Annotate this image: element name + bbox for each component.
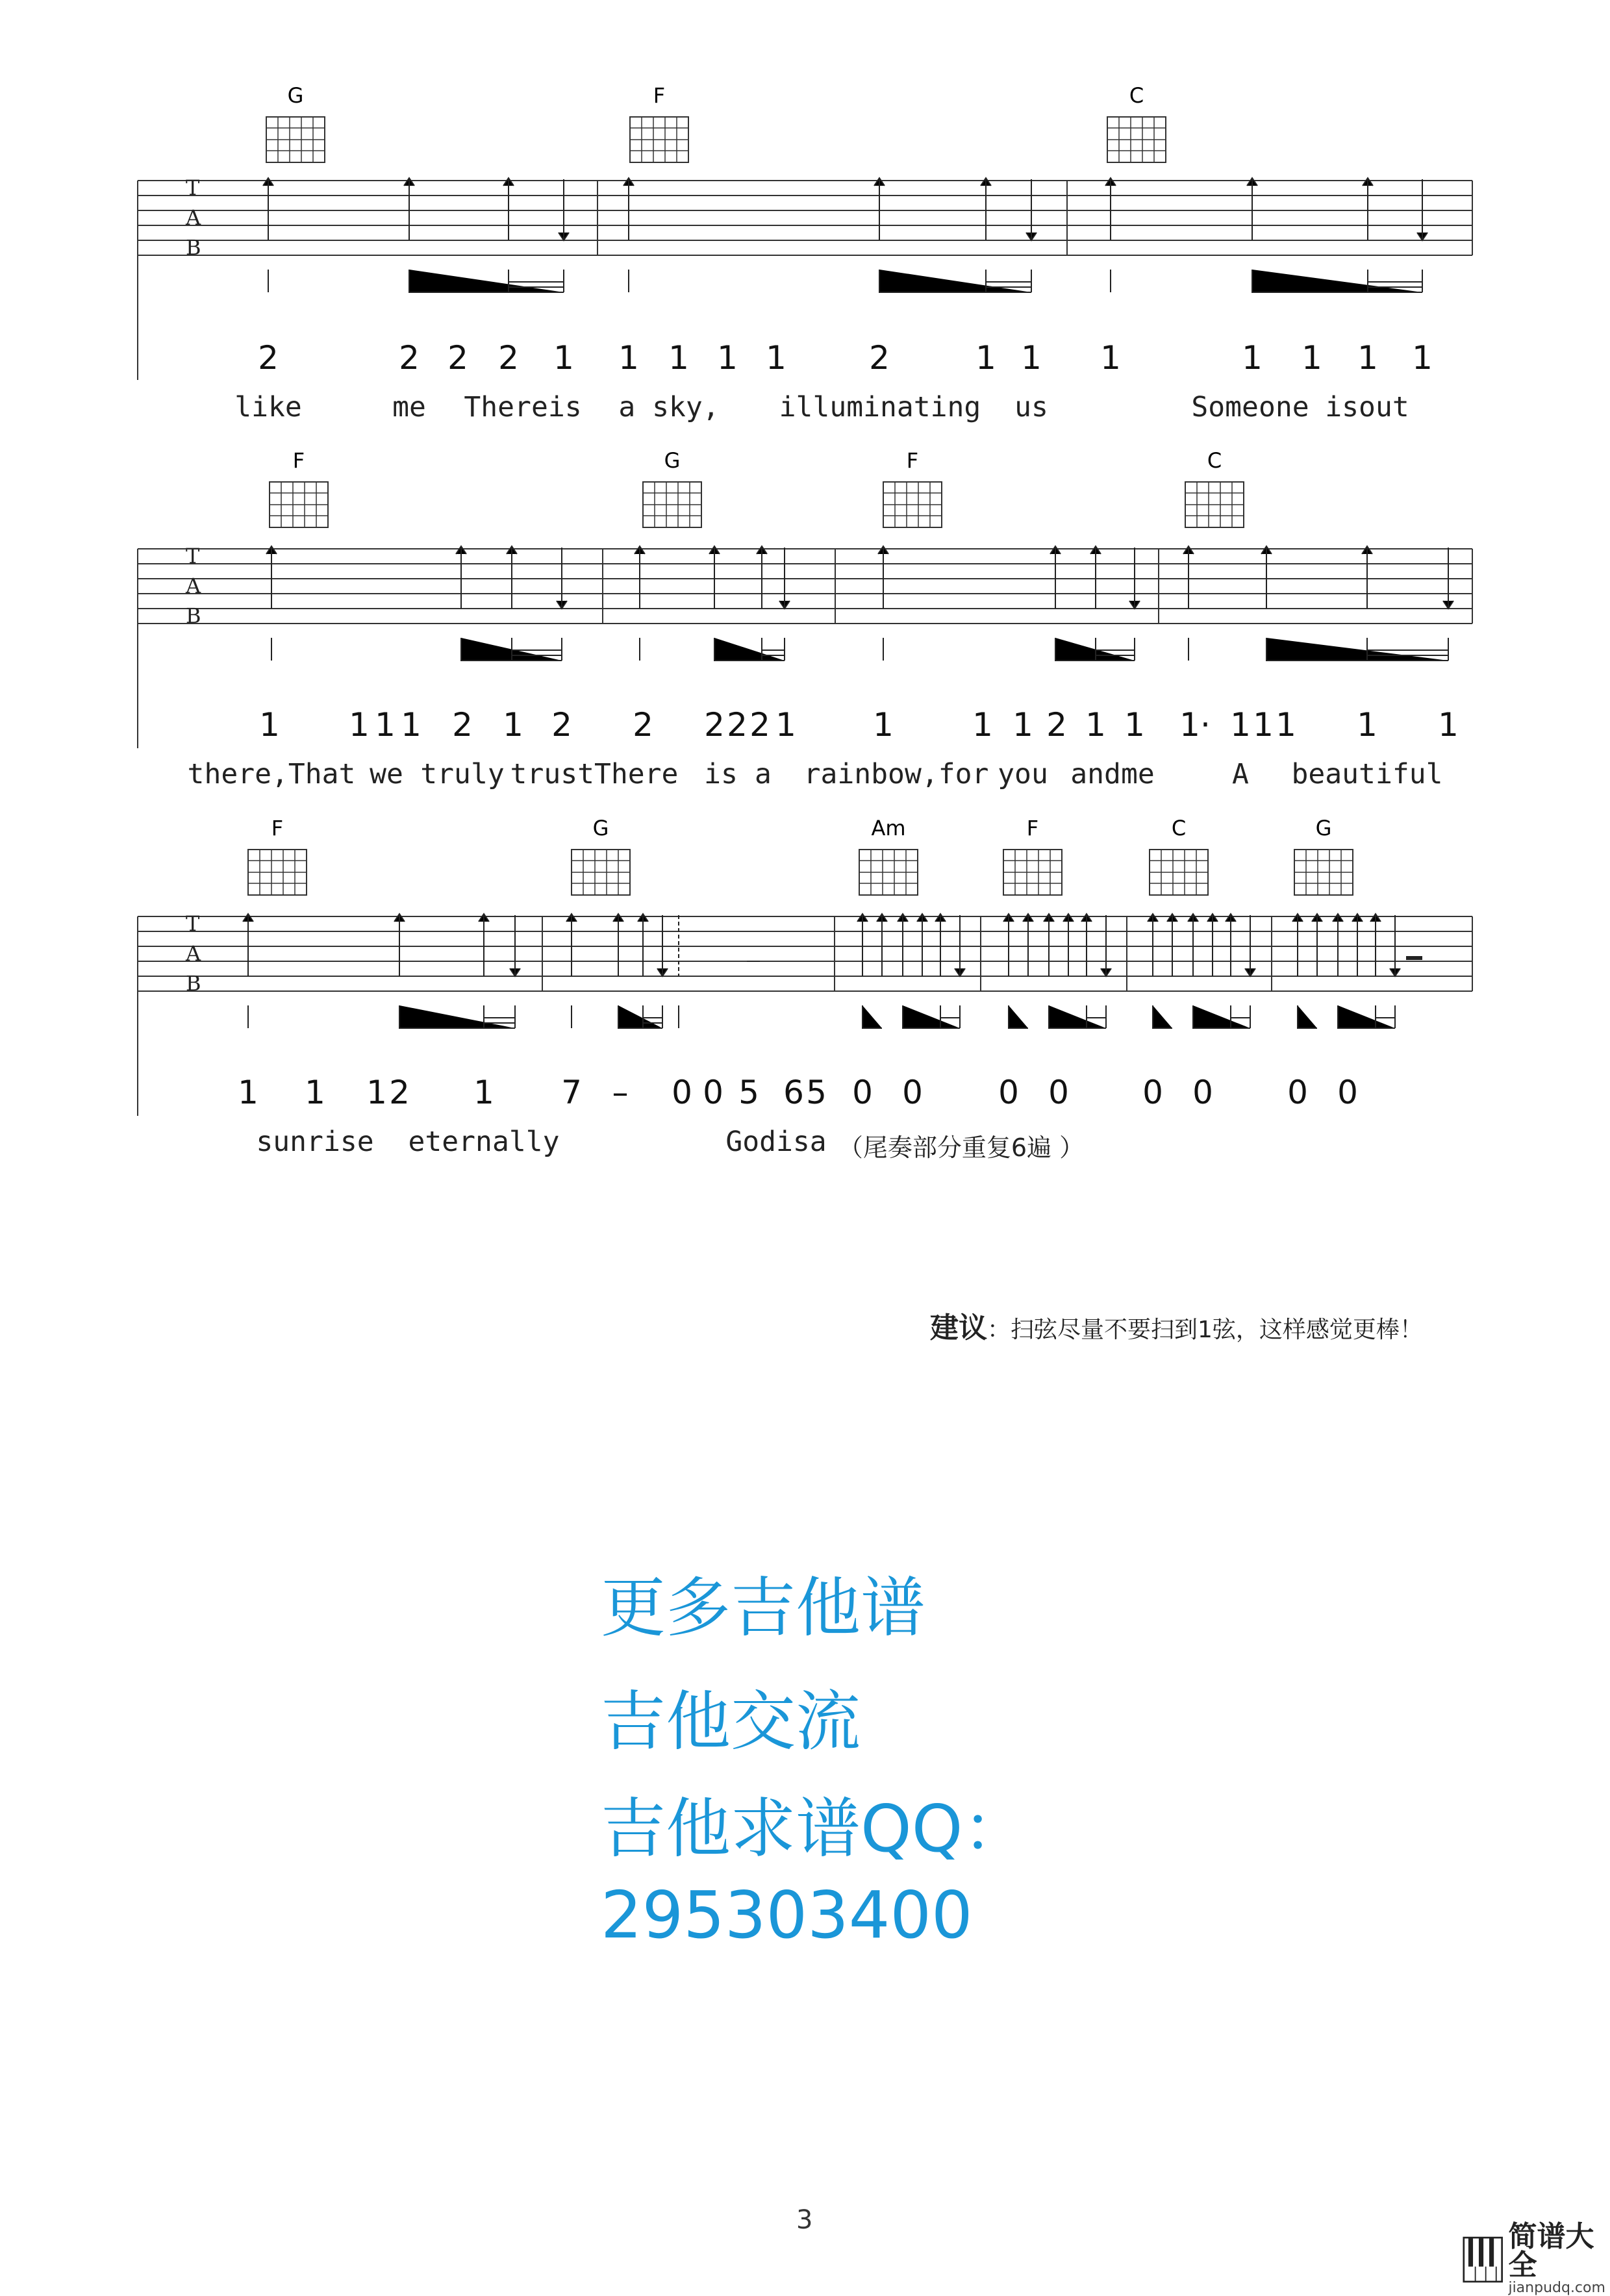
note: 2 (399, 339, 420, 377)
note: – (612, 1074, 629, 1111)
chord-name: F (271, 816, 284, 840)
tab-clef (185, 544, 201, 628)
note: 1 (1124, 706, 1145, 744)
note: 1 (975, 339, 996, 377)
tab-clef (185, 175, 201, 260)
note: 7 (561, 1074, 582, 1111)
chord-name: G (592, 816, 609, 840)
note: 1 (401, 706, 421, 744)
lyric: Thereis (464, 391, 582, 423)
lyric: andme (1070, 758, 1155, 790)
note: 0 (902, 1074, 923, 1111)
note: 2 (447, 339, 468, 377)
note: 0 (1337, 1074, 1358, 1111)
note: 1 (873, 706, 894, 744)
note: 1 (1412, 339, 1433, 377)
note: 1 (1357, 706, 1377, 744)
note: 1 (775, 706, 796, 744)
note: 2 (1046, 706, 1067, 744)
note: 0 (998, 1074, 1019, 1111)
lyric: us (1014, 391, 1048, 423)
chord-diagram-f (883, 448, 942, 527)
lyric: rainbow,for (803, 758, 989, 790)
note: 1 (766, 339, 786, 377)
note: 2 (869, 339, 890, 377)
chord-diagram-c (1107, 83, 1166, 162)
lyric: me (392, 391, 426, 423)
chord-name: Am (871, 816, 906, 840)
tab-letter-b: B (186, 603, 201, 628)
chord-diagram-g (643, 448, 701, 527)
tab-letter-a: A (186, 574, 201, 598)
note: 1 (366, 1074, 387, 1111)
note: 5 (806, 1074, 827, 1111)
chord-name: F (1026, 816, 1039, 840)
note: 0 (1048, 1074, 1069, 1111)
note: 0 (1142, 1074, 1163, 1111)
note: 1 (305, 1074, 325, 1111)
chord-name: F (292, 448, 305, 473)
note: 1 (1253, 706, 1274, 744)
tab-letter-t: T (186, 911, 200, 936)
note: 1 (717, 339, 738, 377)
suggestion-text: ：扫弦尽量不要扫到1弦，这样感觉更棒！ (987, 1317, 1423, 1343)
chord-diagram-f (630, 83, 688, 162)
chord-name: C (1171, 816, 1187, 840)
lyric: a (755, 758, 772, 790)
note: 1· (1179, 706, 1211, 744)
note: 1 (618, 339, 639, 377)
note: 2 (551, 706, 572, 744)
note: 2 (452, 706, 473, 744)
lyric: a sky, (618, 391, 720, 423)
note: 1 (668, 339, 689, 377)
lyric: illuminating (779, 391, 981, 423)
lyric: trustThere (510, 758, 679, 790)
tab-letter-a: A (186, 941, 201, 966)
note: 1 (1013, 706, 1033, 744)
note: 0 (703, 1074, 723, 1111)
lyric: A (1232, 758, 1249, 790)
chord-name: F (906, 448, 919, 473)
note: 1 (1230, 706, 1251, 744)
promo-more-tabs: 更多吉他谱 (601, 1570, 925, 1646)
note: 1 (1085, 706, 1106, 744)
chord-diagram-am (859, 816, 918, 895)
site-logo (1463, 2220, 1610, 2296)
chord-diagram-f (270, 448, 328, 527)
note: 5 (738, 1074, 759, 1111)
lyric: we (370, 758, 403, 790)
chord-name: C (1129, 83, 1144, 108)
logo-text: 简谱大全 (1508, 2220, 1594, 2282)
chord-name: F (653, 83, 666, 108)
note: 0 (1192, 1074, 1213, 1111)
tab-letter-t: T (186, 175, 200, 200)
note: 1 (1302, 339, 1322, 377)
lyric: you (998, 758, 1048, 790)
chord-diagram-g (572, 816, 630, 895)
note: 2 (749, 706, 770, 744)
chord-name: G (287, 83, 304, 108)
note: 1 (349, 706, 370, 744)
note: 2 (633, 706, 653, 744)
note: 0 (672, 1074, 692, 1111)
lyric: there,That (187, 758, 356, 790)
lyric: Godisa (725, 1126, 827, 1158)
chord-diagram-g (1294, 816, 1353, 895)
chord-diagram-c (1150, 816, 1208, 895)
promo-qq-number: 295303400 (601, 1877, 973, 1953)
chord-diagram-f (248, 816, 307, 895)
lyric: isout (1325, 391, 1409, 423)
note: 2 (389, 1074, 410, 1111)
note: 1 (1276, 706, 1296, 744)
promo-qq-label: 吉他求谱QQ： (601, 1791, 1028, 1867)
chord-diagram-c (1185, 448, 1244, 527)
lyric: Someone (1191, 391, 1309, 423)
lyric: eternally (408, 1126, 560, 1158)
note: 1 (1438, 706, 1459, 744)
note: 2 (498, 339, 519, 377)
lyric: like (234, 391, 302, 423)
note: 1 (1242, 339, 1263, 377)
note: 1 (375, 706, 396, 744)
note: 1 (1100, 339, 1121, 377)
page-number: 3 (796, 2205, 813, 2235)
suggestion-label: 建议 (930, 1311, 987, 1344)
lyric: beautiful (1291, 758, 1443, 790)
note: 1 (238, 1074, 258, 1111)
tab-letter-t: T (186, 544, 200, 568)
tab-letter-b: B (186, 971, 201, 996)
tab-letter-b: B (186, 235, 201, 260)
note: 2 (727, 706, 748, 744)
playing-suggestion (930, 1304, 1423, 1346)
lyric: sunrise (256, 1126, 374, 1158)
tab-letter-a: A (186, 205, 201, 230)
promo-guitar-exchange: 吉他交流 (601, 1684, 861, 1760)
chord-name: G (1315, 816, 1332, 840)
note: 0 (1287, 1074, 1308, 1111)
note: 1 (473, 1074, 494, 1111)
note: 2 (704, 706, 725, 744)
logo-url: jianpudq.com (1508, 2280, 1605, 2296)
chord-diagram-f (1003, 816, 1062, 895)
note: 1 (259, 706, 280, 744)
lyric: truly (420, 758, 505, 790)
note: 6 (783, 1074, 804, 1111)
lyric: is (704, 758, 738, 790)
outro-repeat-note: （尾奏部分重复6遍 ） (838, 1133, 1085, 1162)
chord-name: G (664, 448, 681, 473)
note: 1 (1357, 339, 1378, 377)
note: 1 (972, 706, 993, 744)
tab-clef (185, 911, 201, 996)
chord-name: C (1207, 448, 1222, 473)
note: 0 (852, 1074, 873, 1111)
note: 1 (1021, 339, 1042, 377)
note: 1 (553, 339, 574, 377)
note: 2 (258, 339, 279, 377)
note: 1 (503, 706, 523, 744)
chord-diagram-g (266, 83, 325, 162)
